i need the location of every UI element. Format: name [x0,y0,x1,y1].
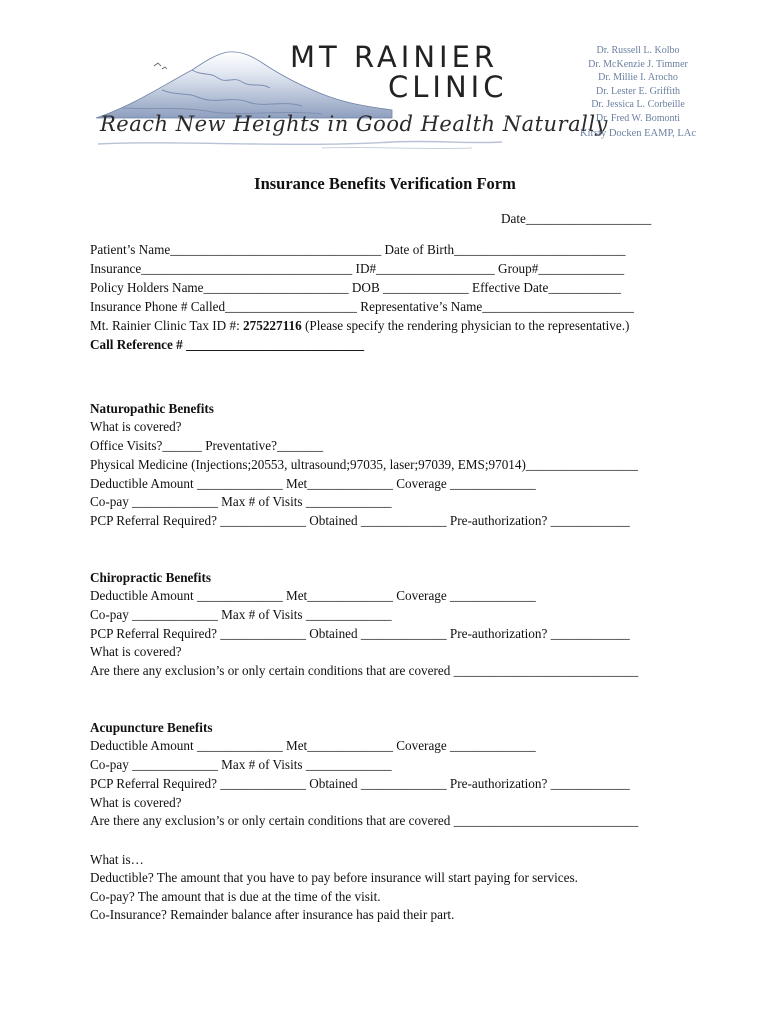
acupuncture-covered: What is covered? [90,795,182,810]
glossary-copay: Co-pay? The amount that is due at the time of the visit. [90,889,381,904]
call-reference-blank[interactable]: ___________________________ [182,337,365,352]
naturopathic-covered: What is covered? [90,419,182,434]
doctor-name: Dr. Millie I. Arocho [598,72,678,84]
acupuncture-copay[interactable]: Co-pay _____________ Max # of Visits _____________ [90,757,392,772]
chiropractic-referral[interactable]: PCP Referral Required? _____________ Obtained _____________ Pre-authorization? ____________ [90,626,630,641]
patient-name-dob-line[interactable]: Patient’s Name________________________________ Date of Birth__________________________ [90,242,626,257]
naturopathic-referral[interactable]: PCP Referral Required? _____________ Obtained _____________ Pre-authorization? ____________ [90,513,630,528]
clinic-tagline: Reach New Heights in Good Health Naturally [100,112,608,136]
call-reference-line[interactable] [90,336,364,353]
chiropractic-deductible[interactable]: Deductible Amount _____________ Met_____________ Coverage _____________ [90,588,536,603]
naturopathic-copay[interactable]: Co-pay _____________ Max # of Visits _____________ [90,494,392,509]
glossary-coinsurance: Co-Insurance? Remainder balance after insurance has paid their part. [90,907,455,922]
doctor-name: Dr. Jessica L. Corbeille [591,99,685,111]
chiropractic-exclusions[interactable]: Are there any exclusion’s or only certain conditions that are covered ____________________________ [90,663,639,678]
doctor-name: Dr. McKenzie J. Timmer [588,58,688,70]
date-field[interactable]: Date___________________ [501,211,652,226]
naturopathic-deductible[interactable]: Deductible Amount _____________ Met_____________ Coverage _____________ [90,476,536,491]
doctor-name: Kirsty Docken EAMP, LAc [579,127,697,139]
tax-id-line [90,317,629,334]
tax-id-prefix: Mt. Rainier Clinic Tax ID #: [90,318,244,333]
insurance-phone-line[interactable]: Insurance Phone # Called____________________ Representative’s Name_______________________ [90,299,634,314]
acupuncture-heading: Acupuncture Benefits [90,720,213,735]
naturopathic-physical-medicine[interactable]: Physical Medicine (Injections;20553, ultrasound;97035, laser;97039, EMS;97014)_________________ [90,457,638,472]
policy-holder-line[interactable]: Policy Holders Name______________________ DOB _____________ Effective Date___________ [90,280,621,295]
doctor-list [570,44,706,140]
acupuncture-referral[interactable]: PCP Referral Required? _____________ Obtained _____________ Pre-authorization? ____________ [90,776,630,791]
naturopathic-heading: Naturopathic Benefits [90,401,214,416]
doctor-name: Dr. Lester E. Griffith [596,85,680,97]
chiropractic-copay[interactable]: Co-pay _____________ Max # of Visits _____________ [90,607,392,622]
clinic-name-line2: CLINIC [388,70,508,104]
acupuncture-deductible[interactable]: Deductible Amount _____________ Met_____________ Coverage _____________ [90,738,536,753]
chiropractic-heading: Chiropractic Benefits [90,570,211,585]
glossary-heading: What is… [90,852,144,867]
clinic-name-line1: MT RAINIER [290,40,499,74]
call-reference-label: Call Reference # [90,337,183,352]
doctor-name: Dr. Fred W. Bomonti [595,112,681,124]
form-title: Insurance Benefits Verification Form [254,174,516,193]
doctor-name: Dr. Russell L. Kolbo [596,45,680,56]
naturopathic-office-visits[interactable]: Office Visits?______ Preventative?_______ [90,438,324,453]
insurance-id-group-line[interactable]: Insurance________________________________ ID#__________________ Group#_____________ [90,261,625,276]
glossary-deductible: Deductible? The amount that you have to pay before insurance will start paying for services. [90,870,578,885]
clinic-logo [92,36,608,156]
tax-id-note: (Please specify the rendering physician to the representative.) [301,318,630,333]
acupuncture-exclusions[interactable]: Are there any exclusion’s or only certain conditions that are covered ____________________________ [90,813,639,828]
tax-id-value: 275227116 [243,318,302,333]
chiropractic-covered: What is covered? [90,644,182,659]
